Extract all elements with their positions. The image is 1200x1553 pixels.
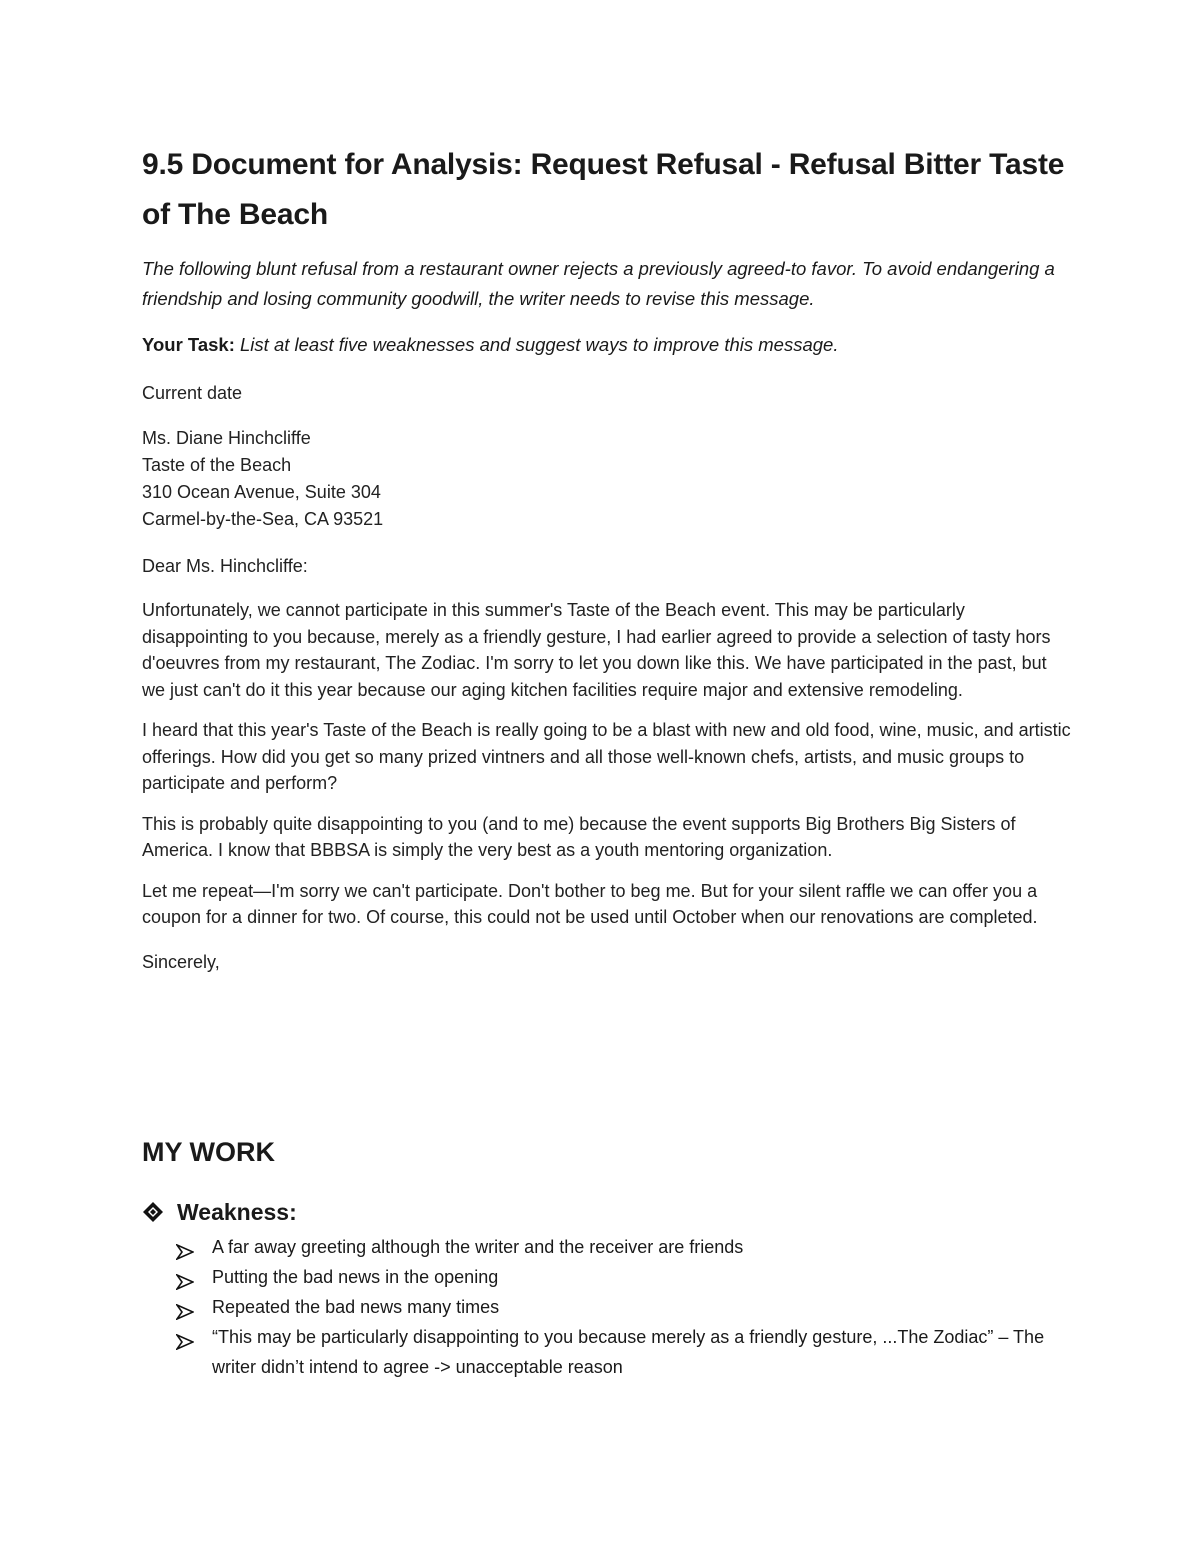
closing: Sincerely, (142, 951, 220, 972)
weakness-text: A far away greeting although the writer and the receiver are friends (212, 1237, 744, 1257)
weakness-text: “This may be particularly disappointing to you because merely as a friendly gesture, ...The Zodiac” – The writer didn’t intend to agree -> unacceptable reason (212, 1327, 1045, 1377)
task-text: List at least five weaknesses and suggest ways to improve this message. (234, 334, 839, 355)
list-item (176, 1232, 1076, 1262)
list-item (176, 1322, 1076, 1382)
address-line: 310 Ocean Avenue, Suite 304 (142, 481, 381, 502)
letter-paragraph: I heard that this year's Taste of the Beach is really going to be a blast with new and old food, wine, music, and artistic offerings. How did you get so many prized vintners and all those well-known chefs, artists, and music groups to participate and perform? (142, 720, 1071, 793)
letter-paragraph: This is probably quite disappointing to you (and to me) because the event supports Big Brothers Big Sisters of America. I know that BBBSA is simply the very best as a youth mentoring organization. (142, 813, 1016, 860)
page-title: 9.5 Document for Analysis: Request Refusal - Refusal Bitter Taste of The Beach (142, 148, 1065, 231)
task-label: Your Task: (142, 334, 235, 355)
inside-address (142, 425, 1072, 533)
letter-date: Current date (142, 383, 243, 403)
arrowhead-bullet-icon (176, 1239, 194, 1255)
list-item (176, 1292, 1076, 1322)
document-page (142, 140, 1072, 1377)
arrowhead-bullet-icon (176, 1269, 194, 1285)
list-item (176, 1262, 1076, 1292)
letter-paragraph: Unfortunately, we cannot participate in this summer's Taste of the Beach event. This may be particularly disappointing to you because, merely as a friendly gesture, I had earlier agreed to provide a selection of tasty hors d'oeuvres from my restaurant, The Zodiac. I'm sorry to let you down like this. We have participated in the past, but we just can't do it this year because our aging kitchen facilities require major and extensive remodeling. (142, 600, 1051, 700)
address-line: Carmel-by-the-Sea, CA 93521 (142, 508, 384, 529)
letter-paragraph: Let me repeat—I'm sorry we can't participate. Don't bother to beg me. But for your silent raffle we can offer you a coupon for a dinner for two. Of course, this could not be used until October when our renovations are completed. (142, 880, 1038, 927)
task-instruction (142, 330, 1072, 360)
weakness-text: Repeated the bad news many times (212, 1297, 500, 1317)
address-line: Ms. Diane Hinchcliffe (142, 427, 311, 448)
weakness-text: Putting the bad news in the opening (212, 1267, 499, 1287)
salutation: Dear Ms. Hinchcliffe: (142, 555, 308, 576)
weakness-heading (142, 1195, 297, 1229)
intro-text: The following blunt refusal from a restaurant owner rejects a previously agreed-to favor. To avoid endangering a friendship and losing community goodwill, the writer needs to revise this message. (142, 258, 1055, 309)
address-line: Taste of the Beach (142, 454, 292, 475)
my-work-heading: MY WORK (142, 1137, 275, 1167)
letter (142, 380, 1072, 975)
arrowhead-bullet-icon (176, 1299, 194, 1315)
weakness-heading-label: Weakness: (177, 1199, 297, 1225)
arrowhead-bullet-icon (176, 1329, 194, 1345)
weakness-list (176, 1232, 1076, 1382)
diamond-bullet-icon (142, 1201, 164, 1223)
